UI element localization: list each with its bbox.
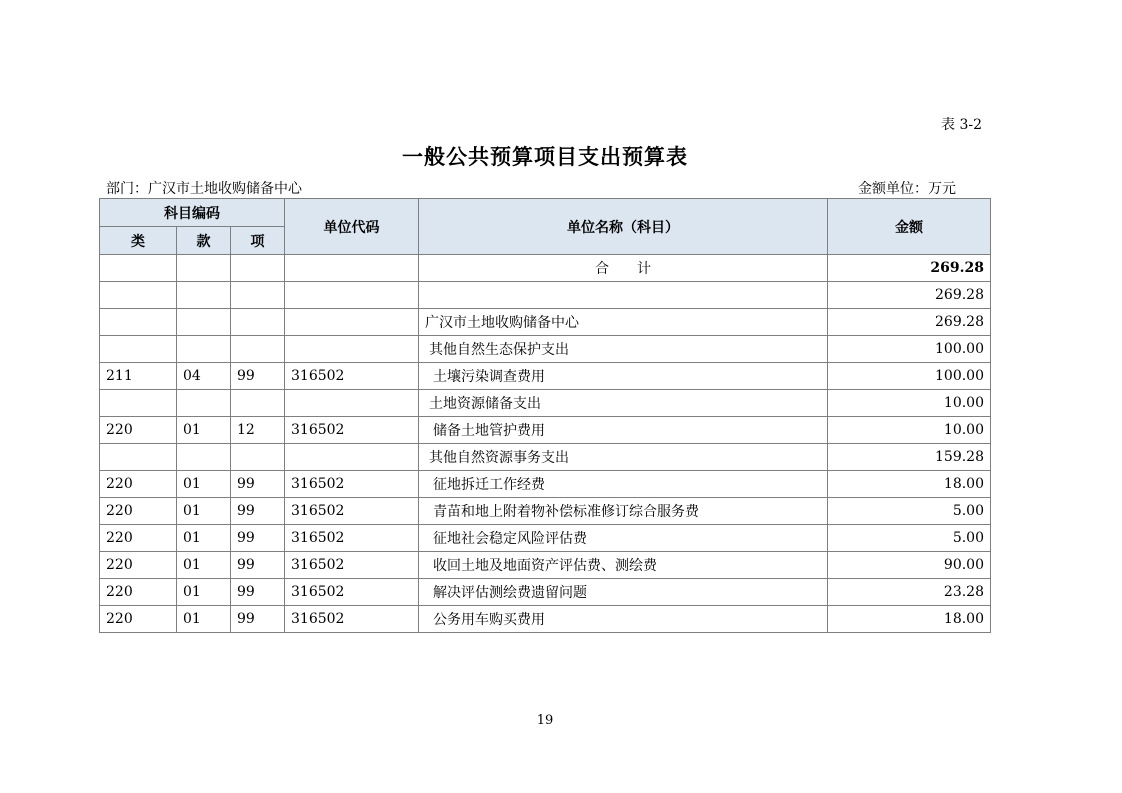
- table-row: [100, 309, 991, 336]
- cell-amount: 23.28: [828, 579, 991, 606]
- table-body: [100, 255, 991, 633]
- cell-unit-code: 316502: [285, 525, 419, 552]
- cell-lei: 220: [100, 471, 177, 498]
- cell-unit-code: 316502: [285, 471, 419, 498]
- cell-amount: 18.00: [828, 606, 991, 633]
- cell-xiang: 99: [231, 525, 285, 552]
- department-label: 部门：广汉市土地收购储备中心: [106, 181, 302, 197]
- page-title: 一般公共预算项目支出预算表: [402, 145, 688, 169]
- cell-lei: [100, 444, 177, 471]
- cell-unit-name: 其他自然生态保护支出: [419, 336, 828, 363]
- table-row: [100, 552, 991, 579]
- cell-kuan: 01: [177, 525, 231, 552]
- cell-lei: [100, 255, 177, 282]
- table-row: [100, 498, 991, 525]
- cell-unit-code: 316502: [285, 606, 419, 633]
- cell-unit-code: [285, 336, 419, 363]
- cell-lei: [100, 282, 177, 309]
- cell-unit-code: [285, 309, 419, 336]
- header-subject-code: 科目编码: [100, 199, 285, 227]
- cell-unit-code: [285, 390, 419, 417]
- header-amount: 金额: [828, 199, 991, 255]
- total-label: 合 计: [419, 255, 828, 282]
- cell-xiang: [231, 309, 285, 336]
- cell-unit-name: 解决评估测绘费遗留问题: [419, 579, 828, 606]
- cell-unit-name: 征地拆迁工作经费: [419, 471, 828, 498]
- cell-lei: 220: [100, 552, 177, 579]
- cell-amount: 10.00: [828, 417, 991, 444]
- cell-unit-code: [285, 255, 419, 282]
- cell-amount: 90.00: [828, 552, 991, 579]
- cell-lei: [100, 309, 177, 336]
- table-row: [100, 363, 991, 390]
- cell-kuan: [177, 255, 231, 282]
- cell-unit-code: 316502: [285, 363, 419, 390]
- budget-table: [99, 198, 991, 633]
- total-amount: 269.28: [828, 255, 991, 282]
- cell-xiang: [231, 390, 285, 417]
- cell-kuan: 01: [177, 552, 231, 579]
- cell-unit-name: 土壤污染调查费用: [419, 363, 828, 390]
- table-row: [100, 417, 991, 444]
- cell-kuan: 01: [177, 417, 231, 444]
- header-xiang: 项: [231, 227, 285, 255]
- cell-lei: [100, 390, 177, 417]
- cell-amount: 10.00: [828, 390, 991, 417]
- cell-amount: 18.00: [828, 471, 991, 498]
- cell-unit-name: 青苗和地上附着物补偿标准修订综合服务费: [419, 498, 828, 525]
- cell-kuan: 01: [177, 606, 231, 633]
- cell-xiang: 12: [231, 417, 285, 444]
- cell-xiang: 99: [231, 579, 285, 606]
- cell-amount: 100.00: [828, 336, 991, 363]
- cell-unit-code: 316502: [285, 498, 419, 525]
- table-row: [100, 471, 991, 498]
- cell-kuan: 01: [177, 498, 231, 525]
- table-row: [100, 390, 991, 417]
- cell-unit-code: 316502: [285, 579, 419, 606]
- header-unit-code: 单位代码: [285, 199, 419, 255]
- header-kuan: 款: [177, 227, 231, 255]
- cell-amount: 5.00: [828, 525, 991, 552]
- cell-unit-name: 收回土地及地面资产评估费、测绘费: [419, 552, 828, 579]
- cell-amount: 5.00: [828, 498, 991, 525]
- cell-xiang: 99: [231, 498, 285, 525]
- cell-kuan: [177, 282, 231, 309]
- table-row: [100, 579, 991, 606]
- header-lei: 类: [100, 227, 177, 255]
- cell-lei: 220: [100, 417, 177, 444]
- cell-unit-name: 其他自然资源事务支出: [419, 444, 828, 471]
- table-row: [100, 282, 991, 309]
- table-row: [100, 606, 991, 633]
- cell-xiang: 99: [231, 606, 285, 633]
- cell-unit-code: 316502: [285, 417, 419, 444]
- cell-xiang: [231, 444, 285, 471]
- cell-amount: 100.00: [828, 363, 991, 390]
- cell-kuan: 01: [177, 579, 231, 606]
- cell-xiang: [231, 282, 285, 309]
- cell-amount: 269.28: [828, 282, 991, 309]
- cell-unit-code: [285, 444, 419, 471]
- cell-kuan: [177, 444, 231, 471]
- cell-amount: 269.28: [828, 309, 991, 336]
- cell-lei: 220: [100, 525, 177, 552]
- header-unit-name: 单位名称（科目）: [419, 199, 828, 255]
- cell-kuan: [177, 390, 231, 417]
- cell-kuan: 01: [177, 471, 231, 498]
- cell-unit-code: [285, 282, 419, 309]
- cell-xiang: [231, 336, 285, 363]
- amount-unit-label: 金额单位：万元: [858, 181, 956, 197]
- cell-kuan: [177, 336, 231, 363]
- cell-lei: 220: [100, 498, 177, 525]
- cell-kuan: [177, 309, 231, 336]
- cell-xiang: [231, 255, 285, 282]
- cell-amount: 159.28: [828, 444, 991, 471]
- table-row: [100, 444, 991, 471]
- total-row: [100, 255, 991, 282]
- cell-unit-name: 征地社会稳定风险评估费: [419, 525, 828, 552]
- cell-lei: 220: [100, 606, 177, 633]
- cell-unit-name: 土地资源储备支出: [419, 390, 828, 417]
- cell-kuan: 04: [177, 363, 231, 390]
- cell-unit-name: 广汉市土地收购储备中心: [419, 309, 828, 336]
- cell-unit-name: 公务用车购买费用: [419, 606, 828, 633]
- cell-unit-name: 储备土地管护费用: [419, 417, 828, 444]
- cell-lei: [100, 336, 177, 363]
- page-number: 19: [536, 713, 554, 728]
- cell-xiang: 99: [231, 363, 285, 390]
- cell-xiang: 99: [231, 471, 285, 498]
- table-row: [100, 525, 991, 552]
- table-number: 表 3-2: [941, 117, 982, 133]
- cell-unit-code: 316502: [285, 552, 419, 579]
- cell-lei: 220: [100, 579, 177, 606]
- cell-lei: 211: [100, 363, 177, 390]
- cell-unit-name: [419, 282, 828, 309]
- cell-xiang: 99: [231, 552, 285, 579]
- table-row: [100, 336, 991, 363]
